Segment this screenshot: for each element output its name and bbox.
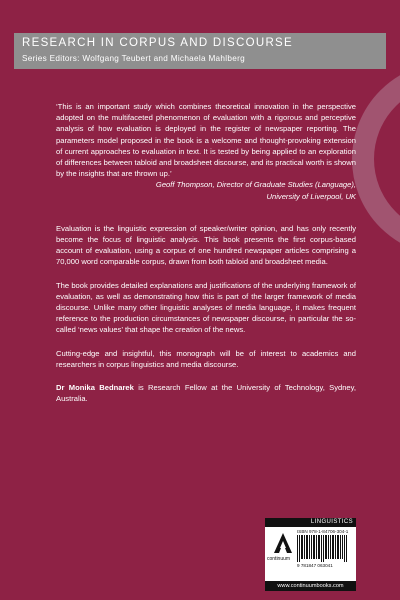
endorsement-quote: ‘This is an important study which combines theoretical innovation in the perspective adopted on the multifaceted phenomenon of evaluation with a rigorous and perceptive analysis of how evaluation is deployed in the register of newspaper reporting. The parameters model proposed in the book is a welcome and thought-provoking extension of current approaches to evaluation in text. It is tested by being applied to an exploration of differences between tabloid and broadsheet discourse, and its practical worth is shown by the insights that are thrown up.’ (56, 102, 356, 179)
series-title: RESEARCH IN CORPUS AND DISCOURSE (22, 37, 293, 49)
isbn: ISBN 978-1-84706-304-1 (297, 529, 349, 534)
quote-attribution-affiliation: University of Liverpool, UK (266, 191, 356, 201)
quote-attribution-name: Geoff Thompson, Director of Graduate Studies (Language), (155, 180, 356, 190)
description-paragraph-2: The book provides detailed explanations and justifications of the underlying framework of evaluation, as well as demonstrating how this is part of the larger framework of media discourse. Unlike many other linguistic analyses of media language, it makes frequent reference to the production circumstances of newspaper discourse, in particular the so-called ‘news values’ that shape the creation of the news. (56, 280, 356, 335)
author-name: Dr Monika Bednarek (56, 383, 134, 393)
author-bio (56, 382, 356, 404)
author-bio-text: is Research Fellow at the University of Technology, Sydney, Australia. (56, 383, 357, 404)
continuum-logo-icon (272, 532, 294, 554)
series-editors: Series Editors: Wolfgang Teubert and Michaela Mahlberg (22, 54, 245, 63)
publisher-name: continuum (267, 556, 291, 562)
publisher-label (265, 518, 356, 591)
series-header (14, 33, 386, 69)
barcode-digits: 9 781847 063041 (297, 563, 333, 568)
barcode-icon (297, 535, 352, 562)
publisher-url: www.continuumbooks.com (265, 581, 356, 591)
decorative-arc (352, 62, 400, 256)
category-label: LINGUISTICS (265, 518, 356, 527)
description-paragraph-1: Evaluation is the linguistic expression of speaker/writer opinion, and has only recently become the focus of linguistic analysis. This book presents the first corpus-based account of evaluation, using a corpus of one hundred newspaper articles comprising a 70,000 word comparable corpus, drawn from both tabloid and broadsheet media. (56, 223, 356, 267)
cover-text (56, 101, 356, 404)
description-paragraph-3: Cutting-edge and insightful, this monograph will be of interest to academics and researchers in corpus linguistics and media discourse. (56, 348, 356, 369)
